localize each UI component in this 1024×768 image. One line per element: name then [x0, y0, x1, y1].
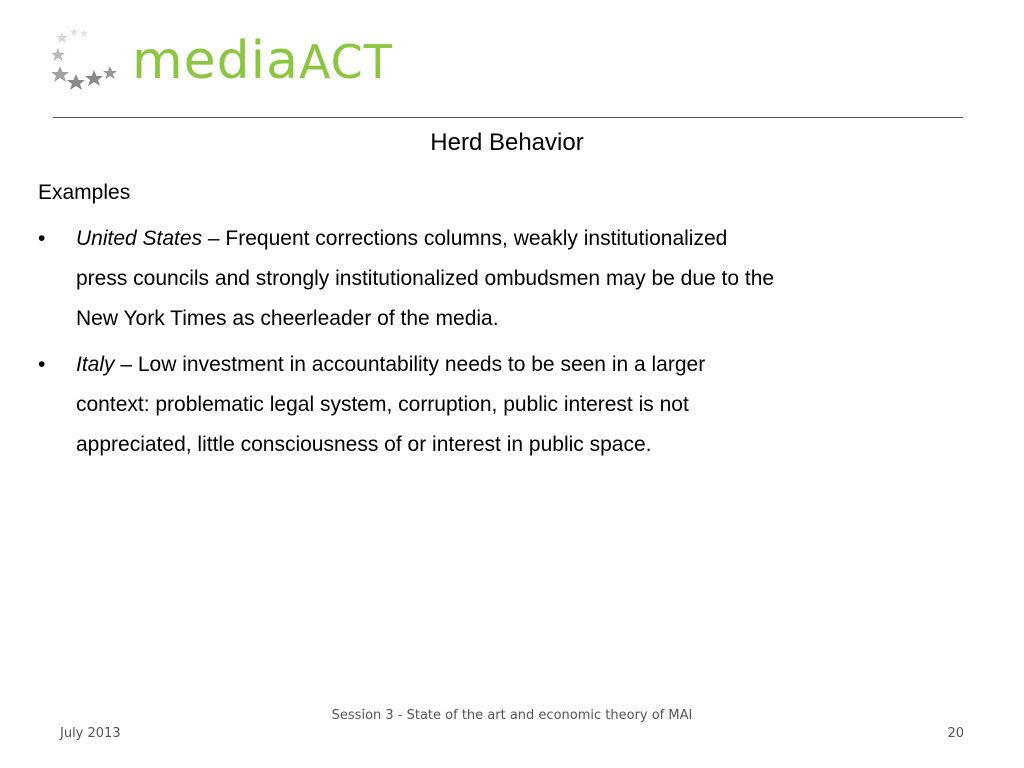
bullet-term: Italy — [76, 353, 115, 376]
bullet-line-3: New York Times as cheerleader of the media. — [76, 307, 499, 330]
bullet-line — [76, 219, 976, 259]
stars-arc-icon — [52, 26, 124, 92]
bullet-text — [76, 345, 976, 465]
bullet-line — [76, 345, 976, 385]
section-label: Examples — [38, 181, 131, 204]
bullet-line-2: press councils and strongly institutionalized ombudsmen may be due to the — [76, 267, 775, 290]
mediaact-logo — [52, 26, 432, 96]
bullet-glyph: • — [38, 353, 46, 376]
brand-name-upper: ACT — [298, 35, 393, 89]
footer-date: July 2013 — [60, 726, 121, 741]
header-divider — [53, 117, 963, 118]
slide-title: Herd Behavior — [430, 129, 584, 156]
bullet-line-1: – Frequent corrections columns, weakly institutionalized — [202, 227, 728, 250]
footer-session: Session 3 - State of the art and economic theory of MAI — [331, 708, 693, 723]
bullet-text — [76, 219, 976, 339]
page-number: 20 — [947, 726, 964, 741]
bullet-line-2: context: problematic legal system, corruption, public interest is not — [76, 393, 689, 416]
bullet-term: United States — [76, 227, 203, 250]
bullet-line-3: appreciated, little consciousness of or interest in public space. — [76, 433, 652, 456]
bullet-line-1: – Low investment in accountability needs to be seen in a larger — [114, 353, 706, 376]
brand-wordmark — [132, 30, 393, 93]
bullet-glyph: • — [38, 227, 46, 250]
brand-name-lower: media — [132, 31, 299, 91]
